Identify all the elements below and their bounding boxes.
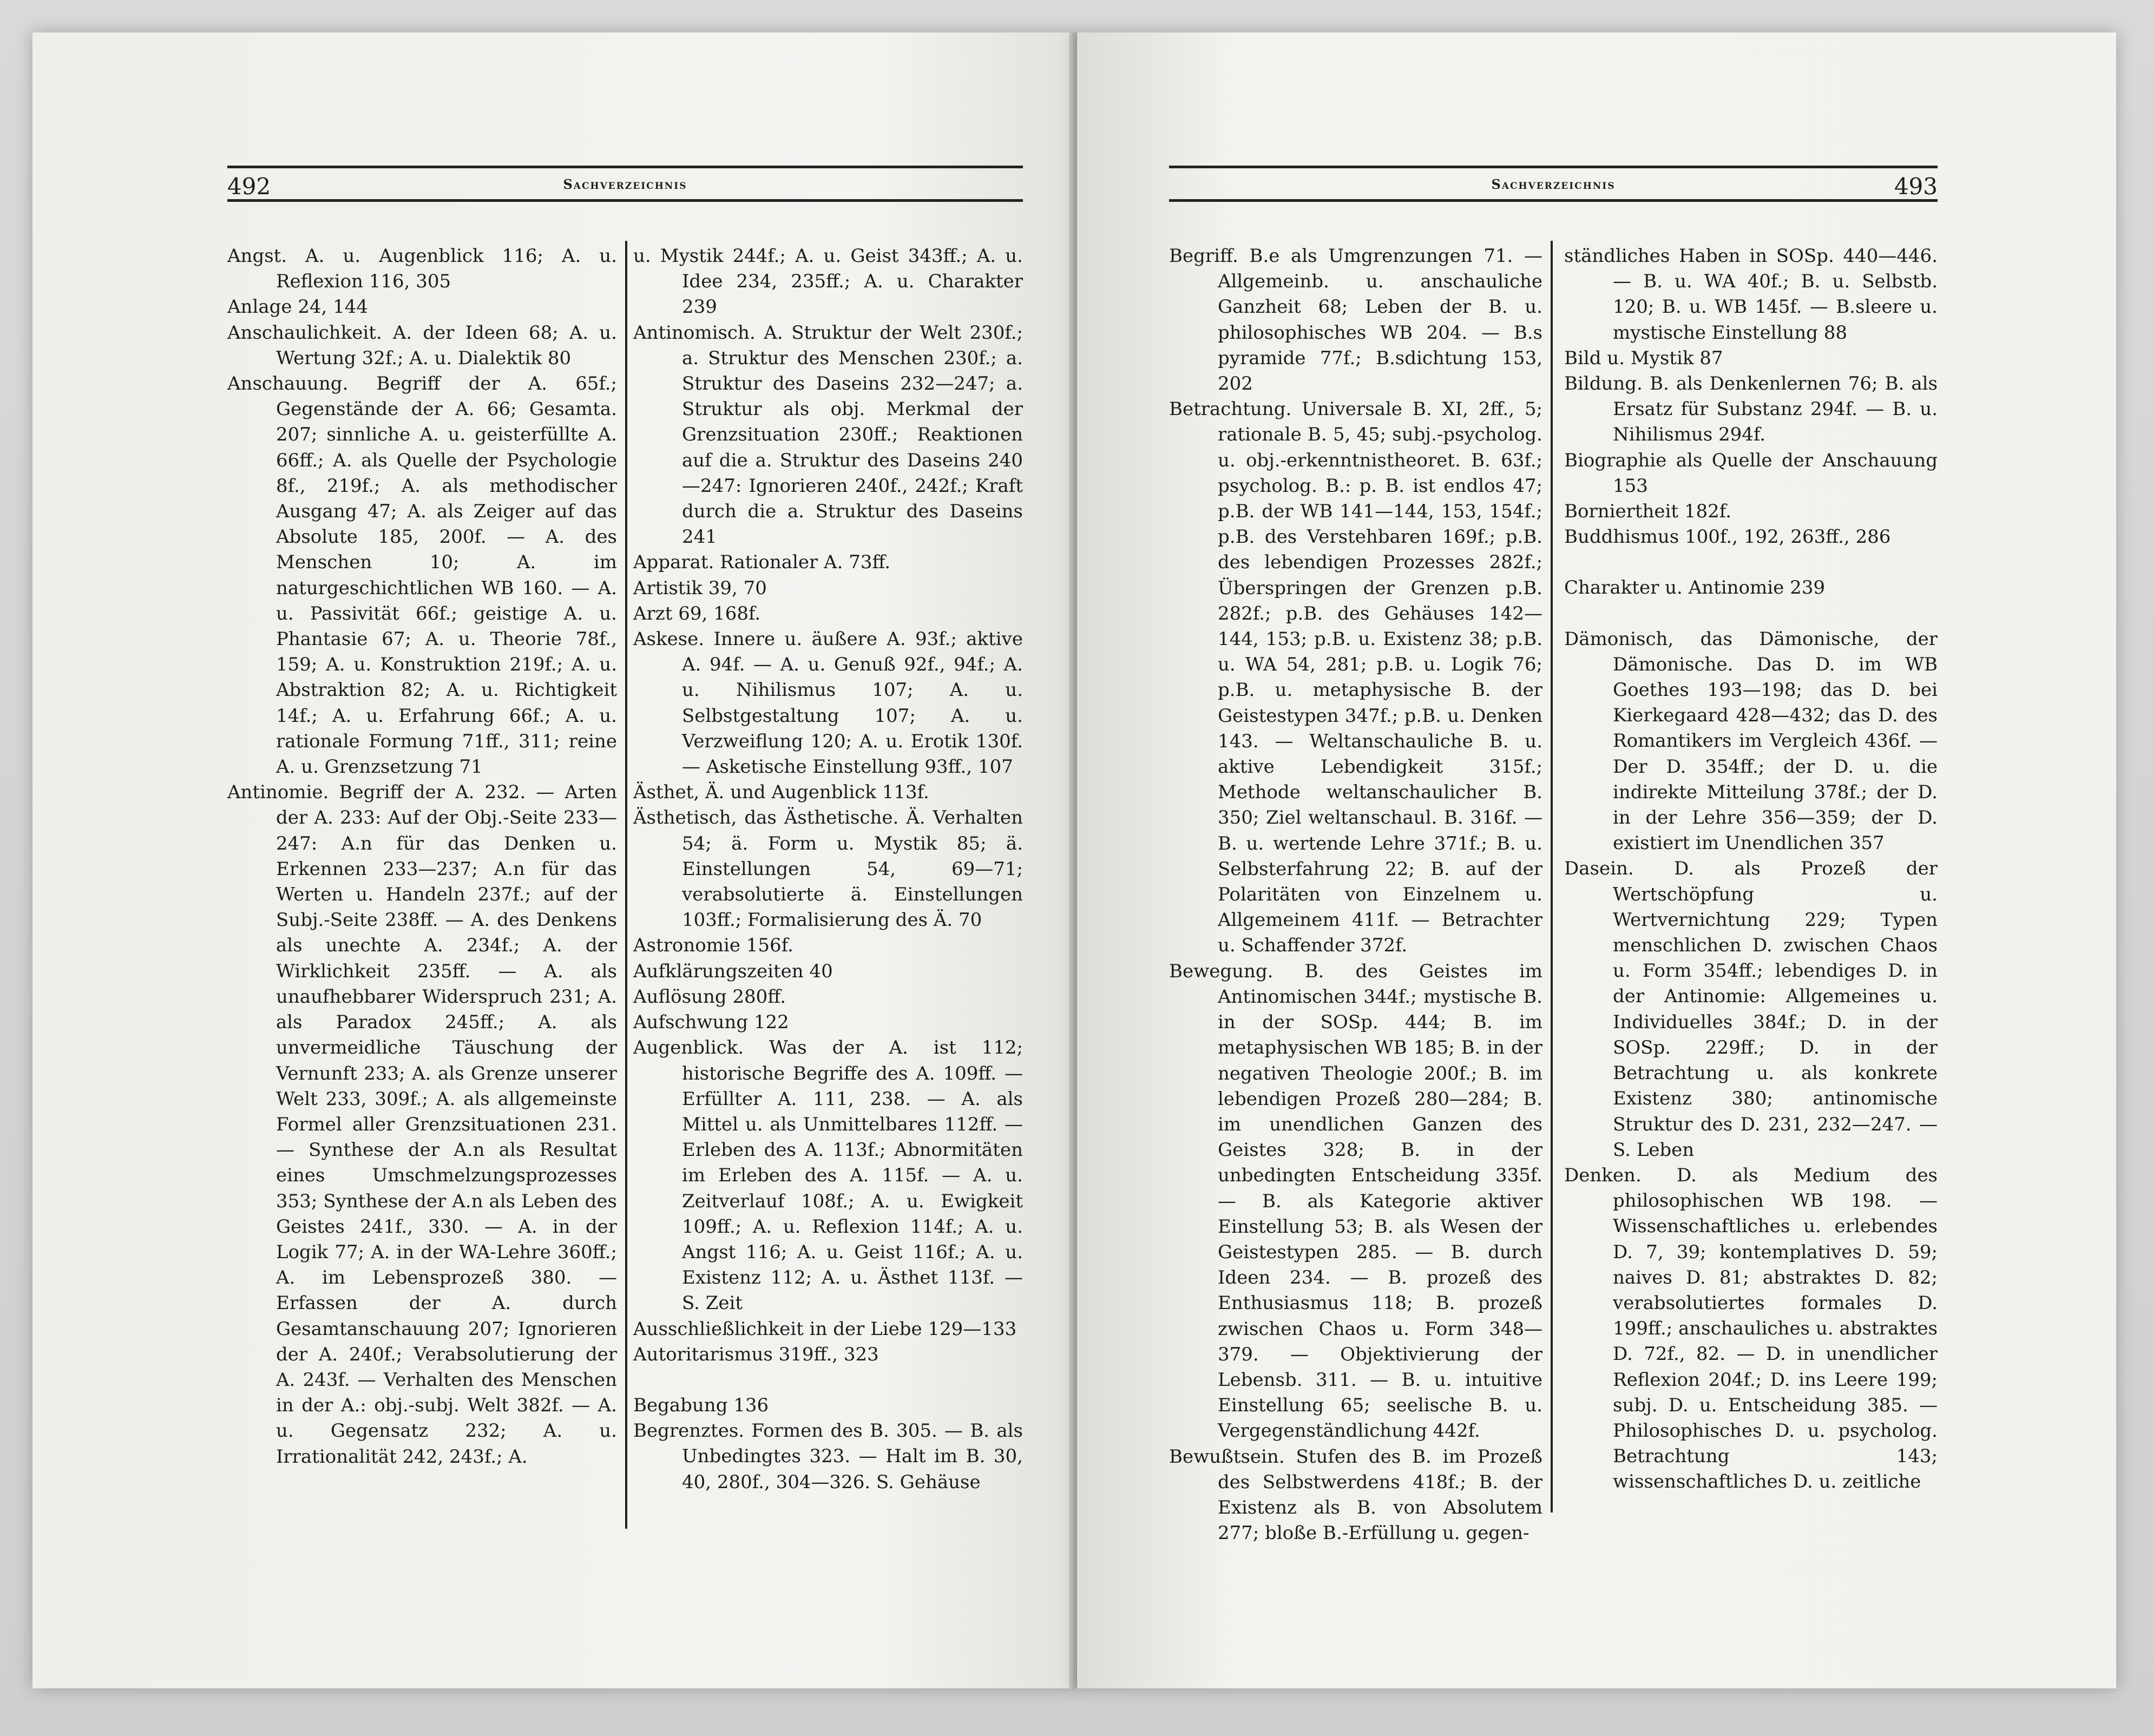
index-entry: u. Mystik 244f.; A. u. Geist 343ff.; A. u. Idee 234, 235ff.; A. u. Charakter 239 [633,245,1023,318]
index-entry: Anlage 24, 144 [227,296,369,318]
index-entry: Begabung 136 [633,1394,769,1416]
column-divider [1551,241,1553,1513]
index-entry: Bewußtsein. Stufen des B. im Prozeß des Selbstwerdens 418f.; B. der Existenz als B. von Absolutem 277; bloße B.-Erfüllung u. gegen- [1169,1445,1542,1544]
header-rule-bottom [227,199,1023,202]
column-divider [625,241,627,1529]
index-entry: Aufklärungszeiten 40 [633,960,833,982]
header-rule-top [227,166,1023,168]
right-column-2 [1564,244,1938,1495]
right-page [1077,32,2116,1688]
index-entry: Begrenztes. Formen des B. 305. — B. als Unbedingtes 323. — Halt im B. 30, 40, 280f., 304—326. S. Gehäuse [633,1420,1023,1493]
left-column-1 [227,244,617,1470]
index-entry: Ästhetisch, das Ästhetische. Ä. Verhalten 54; ä. Form u. Mystik 85; ä. Einstellungen 54, 69—71; verabsolutierte ä. Einstellungen 103ff.; Formalisierung des Ä. 70 [633,807,1023,931]
index-entry: Antinomisch. A. Struktur der Welt 230f.; a. Struktur des Menschen 230f.; a. Struktur des Daseins 232—247; a. Struktur als obj. Merkmal der Grenzsituation 230ff.; Reaktionen auf die a. Struktur des Daseins 240—247: Ignorieren 240f., 242f.; Kraft durch die a. Struktur des Daseins 241 [633,321,1023,548]
index-entry: Charakter u. Antinomie 239 [1564,577,1825,599]
left-running-head: Sachverzeichnis [563,176,687,192]
index-entry: Dasein. D. als Prozeß der Wertschöpfung u. Wertvernichtung 229; Typen menschlichen D. zwischen Chaos u. Form 354ff.; lebendiges D. in der Antinomie: Allgemeines u. Individuelles 384f.; D. in der SOSp. 229ff.; D. in der Betrachtung u. als konkrete Existenz 380; antinomische Struktur des D. 231, 232—247. — S. Leben [1564,858,1938,1161]
left-page [32,32,1077,1688]
index-entry: Astronomie 156f. [633,935,793,957]
index-entry: Askese. Innere u. äußere A. 93f.; aktive A. 94f. — A. u. Genuß 92f., 94f.; A. u. Nihilismus 107; A. u. Selbstgestaltung 107; A. u. Verzweiflung 120; A. u. Erotik 130f. — Asketische Einstellung 93ff., 107 [633,628,1023,778]
index-entry: Antinomie. Begriff der A. 232. — Arten der A. 233: Auf der Obj.-Seite 233—247: A.n für das Denken u. Erkennen 233—237; A.n für das Werten u. Handeln 237f.; auf der Subj.-Seite 238ff. — A. des Denkens als unechte A. 234f.; A. der Wirklichkeit 235ff. — A. als unaufhebbarer Widerspruch 231; A. als Paradox 245ff.; A. als unvermeidliche Täuschung der Vernunft 233; A. als Grenze unserer Welt 233, 309f.; A. als allgemeinste Formel aller Grenzsituationen 231. — Synthese der A.n als Resultat eines Umschmelzungsprozesses 353; Synthese der A.n als Leben des Geistes 241f., 330. — A. in der Logik 77; A. in der WA-Lehre 360ff.; A. im Lebensprozeß 380. — Erfassen der A. durch Gesamtanschauung 207; Ignorieren der A. 240f.; Verabsolutierung der A. 243f. — Verhalten des Menschen in der A.: obj.-subj. Welt 382f. — A. u. Gegensatz 232; A. u. Irrationalität 242, 243f.; A. [227,781,617,1468]
right-running-head: Sachverzeichnis [1491,176,1616,192]
index-entry: Apparat. Rationaler A. 73ff. [633,551,891,574]
index-entry: Ästhet, Ä. und Augenblick 113f. [633,781,929,804]
index-entry: Augenblick. Was der A. ist 112; historische Begriffe des A. 109ff. — Erfüllter A. 111, 238. — A. als Mittel u. als Unmittelbares 112ff. — Erleben des A. 113f.; Abnormitäten im Erleben des A. 115f. — A. u. Zeitverlauf 108f.; A. u. Ewigkeit 109ff.; A. u. Reflexion 114f.; A. u. Angst 116; A. u. Geist 116f.; A. u. Existenz 112; A. u. Ästhet 113f. — S. Zeit [633,1037,1023,1314]
index-entry: Buddhismus 100f., 192, 263ff., 286 [1564,526,1891,548]
header-rule-top [1169,166,1938,168]
index-entry: Denken. D. als Medium des philosophischen WB 198. — Wissenschaftliches u. erlebendes D. 7, 39; kontemplatives D. 59; naives D. 81; abstraktes D. 82; verabsolutiertes formales D. 199ff.; anschauliches u. abstraktes D. 72f., 82. — D. in unendlicher Reflexion 204f.; D. ins Leere 199; subj. D. u. Entscheidung 385. — Philosophisches D. u. psycholog. Betrachtung 143; wissenschaftliches D. u. zeitliche [1564,1164,1938,1493]
index-entry: Aufschwung 122 [633,1011,789,1034]
index-entry: Anschaulichkeit. A. der Ideen 68; A. u. Wertung 32f.; A. u. Dialektik 80 [227,321,617,369]
index-entry: Anschauung. Begriff der A. 65f.; Gegenstände der A. 66; Gesamta. 207; sinnliche A. u. geisterfüllte A. 66ff.; A. als Quelle der Psychologie 8f., 219f.; A. als methodischer Ausgang 47; A. als Zeiger auf das Absolute 185, 200f. — A. des Menschen 10; A. im naturgeschichtlichen WB 160. — A. u. Passivität 66f.; geistige A. u. Phantasie 67; A. u. Theorie 78f., 159; A. u. Konstruktion 219f.; A. u. Abstraktion 82; A. u. Richtigkeit 14f.; A. u. Erfahrung 66f.; A. u. rationale Formung 71ff., 311; reine A. u. Grenzsetzung 71 [227,373,617,778]
right-column-1 [1169,244,1542,1546]
header-rule-bottom [1169,199,1938,202]
index-entry: Autoritarismus 319ff., 323 [633,1343,879,1365]
index-entry: Bewegung. B. des Geistes im Antinomischen 344f.; mystische B. in der SOSp. 444; B. im metaphysischen WB 185; B. in der negativen Theologie 200f.; B. im lebendigen Prozeß 280—284; B. im unendlichen Ganzen des Geistes 328; B. in der unbedingten Entscheidung 335f. — B. als Kategorie aktiver Einstellung 53; B. als Wesen der Geistestypen 285. — B. durch Ideen 234. — B. prozeß des Enthusiasmus 118; B. prozeß zwischen Chaos u. Form 348—379. — Objektivierung der Lebensb. 311. — B. u. intuitive Einstellung 65; seelische B. u. Vergegenständlichung 442f. [1169,960,1542,1442]
right-page-number: 493 [1894,173,1938,200]
index-entry: Auflösung 280ff. [633,985,786,1008]
left-column-2 [633,244,1023,1495]
index-entry: ständliches Haben in SOSp. 440—446. — B. u. WA 40f.; B. u. Selbstb. 120; B. u. WB 145f. — B.sleere u. mystische Einstellung 88 [1564,245,1938,344]
index-entry: Ausschließlichkeit in der Liebe 129—133 [633,1318,1017,1340]
index-entry: Begriff. B.e als Umgrenzungen 71. — Allgemeinb. u. anschauliche Ganzheit 68; Leben der B. u. philosophisches WB 204. — B.s pyramide 77f.; B.sdichtung 153, 202 [1169,245,1542,395]
index-entry: Biographie als Quelle der Anschauung 153 [1564,449,1938,497]
index-entry: Betrachtung. Universale B. XI, 2ff., 5; rationale B. 5, 45; subj.-psycholog. u. obj.-erkenntnistheoret. B. 63f.; psycholog. B.: p. B. ist endlos 47; p.B. der WB 141—144, 153, 154f.; p.B. des Verstehbaren 169f.; p.B. des lebendigen Prozesses 282f.; Überspringen der Grenzen p.B. 282f.; p.B. des Gehäuses 142—144, 153; p.B. u. Existenz 38; p.B. u. WA 54, 281; p.B. u. Logik 76; p.B. u. metaphysische B. der Geistestypen 347f.; p.B. u. Denken 143. — Weltanschauliche B. u. aktive Lebendigkeit 315f.; Methode weltanschaulicher B. 350; Ziel weltanschaul. B. 316f. — B. u. wertende Lehre 371f.; B. u. Selbsterfahrung 22; B. auf der Polaritäten von Einzelnem u. Allgemeinem 411f. — Betrachter u. Schaffender 372f. [1169,398,1542,957]
index-entry: Dämonisch, das Dämonische, der Dämonische. Das D. im WB Goethes 193—198; das D. bei Kierkegaard 428—432; das D. des Romantikers im Vergleich 436f. — Der D. 354ff.; der D. u. die indirekte Mitteilung 378f.; der D. in der Lehre 356—359; der D. existiert im Unendlichen 357 [1564,628,1938,854]
index-entry: Bild u. Mystik 87 [1564,347,1723,369]
index-entry: Artistik 39, 70 [633,577,767,599]
index-entry: Bildung. B. als Denkenlernen 76; B. als Ersatz für Substanz 294f. — B. u. Nihilismus 294f. [1564,373,1938,446]
right-header [1169,134,1938,205]
index-entry: Borniertheit 182f. [1564,501,1731,523]
left-page-number: 492 [227,173,271,200]
left-header [227,134,1023,205]
index-entry: Arzt 69, 168f. [633,602,761,624]
index-entry: Angst. A. u. Augenblick 116; A. u. Reflexion 116, 305 [227,245,617,293]
